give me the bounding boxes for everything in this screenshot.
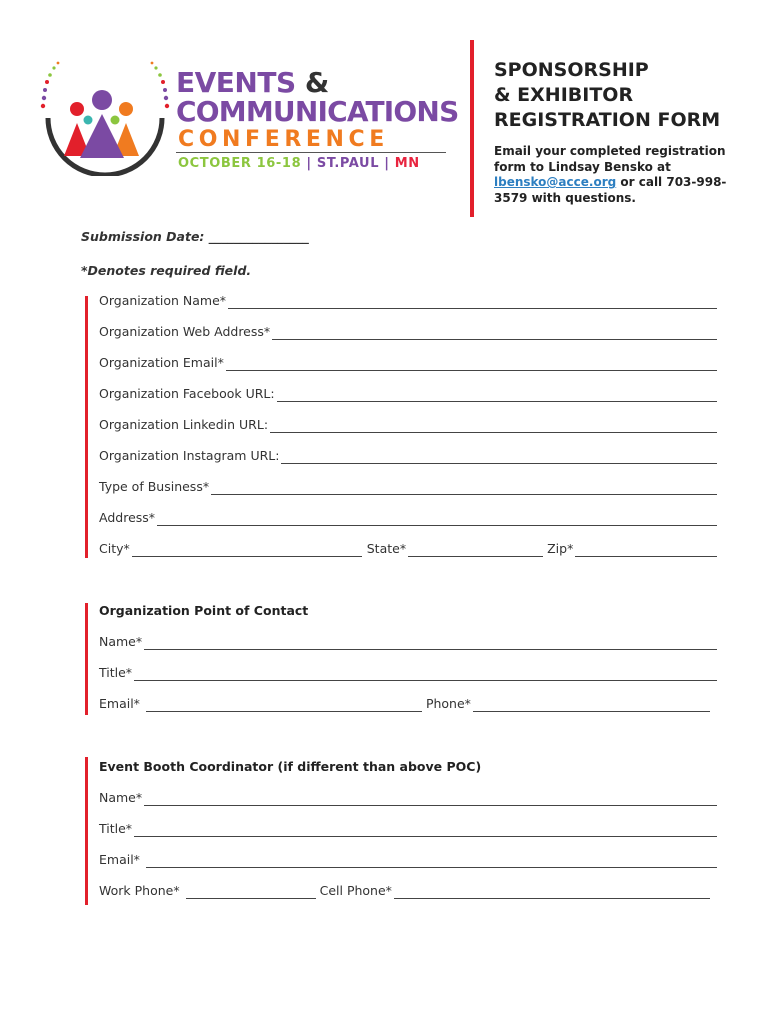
email-link[interactable]: lbensko@acce.org: [494, 175, 617, 189]
section-accent-bar: [85, 603, 88, 715]
field-booth-email[interactable]: Email*: [99, 852, 717, 868]
field-org-email[interactable]: Organization Email*: [99, 355, 717, 371]
email-label: Email*: [99, 696, 140, 711]
cell-phone-label: Cell Phone*: [319, 883, 392, 898]
phone-input[interactable]: [473, 699, 710, 712]
input-line[interactable]: [270, 420, 717, 433]
section-accent-bar: [85, 757, 88, 905]
field-poc-name[interactable]: Name*: [99, 634, 717, 650]
logo-conference-text: CONFERENCE: [178, 127, 389, 152]
phone-label: Phone*: [425, 696, 471, 711]
work-phone-input[interactable]: [186, 886, 316, 899]
logo-date-location: OCTOBER 16-18 | ST.PAUL | MN: [178, 156, 420, 171]
input-line[interactable]: [277, 389, 717, 402]
booth-section-title: Event Booth Coordinator (if different than above POC): [99, 759, 482, 774]
field-booth-phones: [99, 883, 710, 899]
input-line[interactable]: [272, 327, 717, 340]
city-input[interactable]: [132, 544, 362, 557]
form-title: SPONSORSHIP & EXHIBITOR REGISTRATION FORM: [494, 59, 721, 131]
required-note: *Denotes required field.: [81, 263, 252, 278]
conference-logo-mark: [38, 58, 172, 176]
input-line[interactable]: [226, 358, 717, 371]
header-accent-bar: [470, 40, 474, 217]
field-booth-name[interactable]: Name*: [99, 790, 717, 806]
cell-phone-input[interactable]: [394, 886, 710, 899]
field-org-facebook[interactable]: Organization Facebook URL:: [99, 386, 717, 402]
state-label: State*: [366, 541, 407, 556]
input-line[interactable]: [144, 793, 717, 806]
field-city-state-zip: [99, 541, 717, 557]
work-phone-label: Work Phone*: [99, 883, 180, 898]
submission-date-label: Submission Date: ________________: [81, 229, 309, 244]
field-org-name[interactable]: Organization Name*: [99, 293, 717, 309]
input-line[interactable]: [157, 513, 717, 526]
input-line[interactable]: [134, 824, 717, 837]
section-accent-bar: [85, 296, 88, 558]
email-input[interactable]: [146, 699, 422, 712]
logo-communications-text: COMMUNICATIONS: [176, 95, 459, 128]
input-line[interactable]: [228, 296, 717, 309]
input-line[interactable]: [146, 855, 717, 868]
field-booth-title[interactable]: Title*: [99, 821, 717, 837]
field-poc-title[interactable]: Title*: [99, 665, 717, 681]
field-org-instagram[interactable]: Organization Instagram URL:: [99, 448, 717, 464]
intro-text: Email your completed registration form to Lindsay Bensko at lbensko@acce.org or call 703-998-3579 with questions.: [494, 144, 727, 205]
input-line[interactable]: [144, 637, 717, 650]
input-line[interactable]: [281, 451, 717, 464]
state-input[interactable]: [408, 544, 543, 557]
logo-events-text: EVENTS &: [176, 66, 329, 99]
city-label: City*: [99, 541, 130, 556]
zip-input[interactable]: [575, 544, 717, 557]
logo-divider: [176, 152, 446, 153]
field-org-linkedin[interactable]: Organization Linkedin URL:: [99, 417, 717, 433]
input-line[interactable]: [134, 668, 717, 681]
field-business-type[interactable]: Type of Business*: [99, 479, 717, 495]
input-line[interactable]: [211, 482, 717, 495]
zip-label: Zip*: [547, 541, 574, 556]
field-poc-email-phone: [99, 696, 710, 712]
poc-section-title: Organization Point of Contact: [99, 603, 309, 618]
field-org-web[interactable]: Organization Web Address*: [99, 324, 717, 340]
field-address[interactable]: Address*: [99, 510, 717, 526]
